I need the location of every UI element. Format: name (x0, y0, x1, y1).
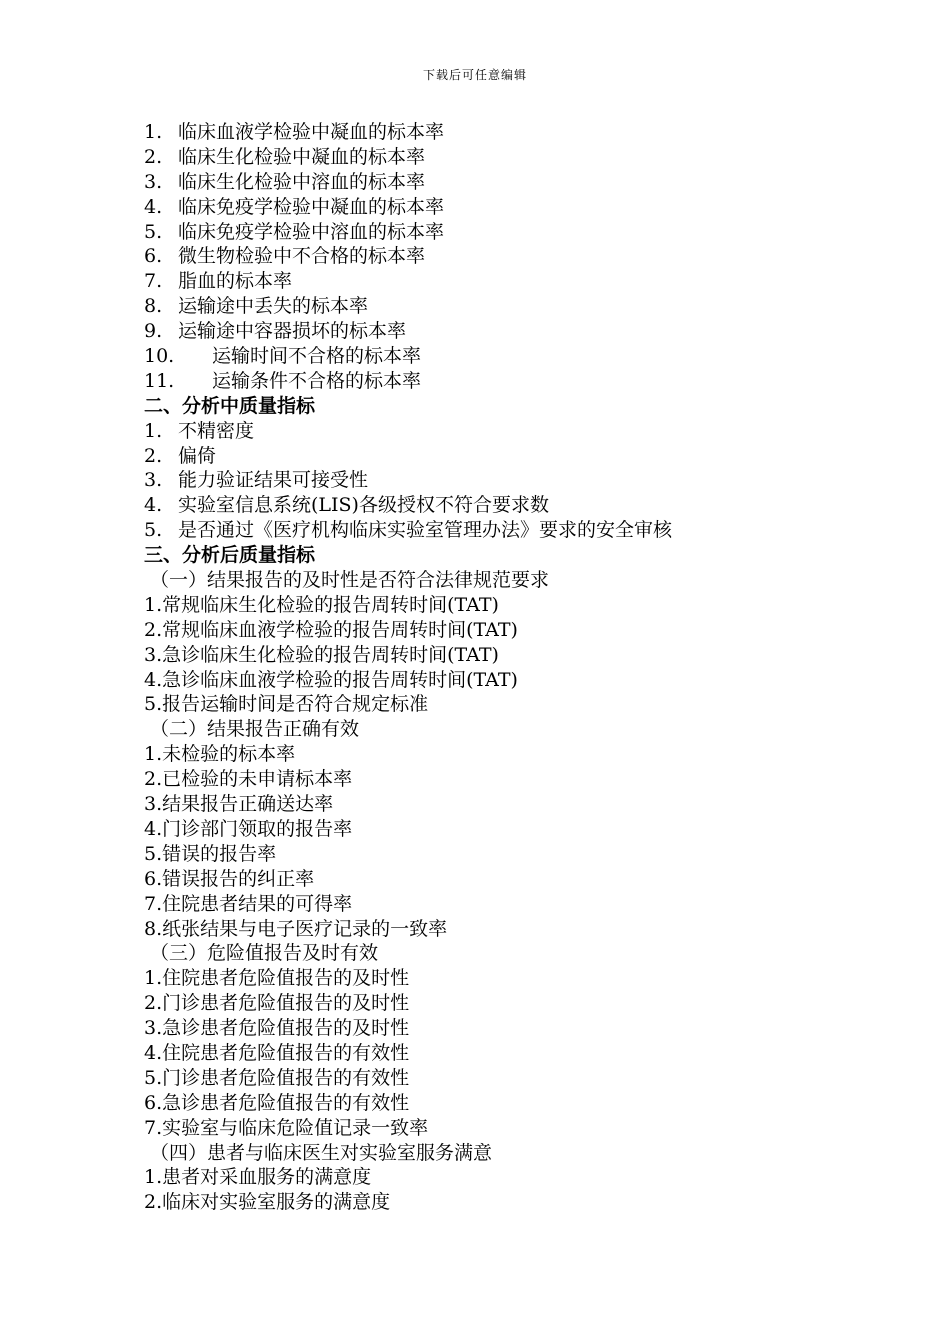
subsection-heading: （一）结果报告的及时性是否符合法律规范要求 (150, 569, 550, 592)
list-item: 4.住院患者危险值报告的有效性 (144, 1041, 410, 1064)
list-item: 7. 脂血的标本率 (144, 270, 293, 293)
list-item: 5. 临床免疫学检验中溶血的标本率 (144, 220, 445, 243)
list-item: 4. 实验室信息系统(LIS)各级授权不符合要求数 (144, 494, 549, 517)
list-item: 1. 临床血液学检验中凝血的标本率 (144, 121, 445, 143)
list-item: 3.结果报告正确送达率 (144, 793, 334, 816)
list-item: 5.门诊患者危险值报告的有效性 (144, 1066, 410, 1089)
list-item: 5. 是否通过《医疗机构临床实验室管理办法》要求的安全审核 (144, 519, 673, 542)
section-heading: 三、分析后质量指标 (144, 544, 316, 567)
list-item: 11. 运输条件不合格的标本率 (144, 369, 422, 392)
list-item: 3. 能力验证结果可接受性 (144, 469, 369, 492)
list-item: 4.急诊临床血液学检验的报告周转时间(TAT) (144, 668, 518, 691)
list-item: 1.常规临床生化检验的报告周转时间(TAT) (144, 593, 499, 616)
list-item: 1.未检验的标本率 (144, 743, 296, 766)
list-item: 2.门诊患者危险值报告的及时性 (144, 992, 410, 1015)
subsection-heading: （二）结果报告正确有效 (150, 718, 360, 741)
list-item: 3. 临床生化检验中溶血的标本率 (144, 170, 426, 193)
list-item: 9. 运输途中容器损坏的标本率 (144, 320, 407, 343)
list-item: 2. 偏倚 (144, 444, 217, 467)
list-item: 5.报告运输时间是否符合规定标准 (144, 693, 429, 716)
list-item: 1.住院患者危险值报告的及时性 (144, 967, 410, 990)
list-item: 8. 运输途中丢失的标本率 (144, 295, 369, 318)
list-item: 7.实验室与临床危险值记录一致率 (144, 1116, 429, 1139)
list-item: 6.急诊患者危险值报告的有效性 (144, 1091, 410, 1114)
section-heading: 二、分析中质量指标 (144, 394, 316, 417)
list-item: 2.临床对实验室服务的满意度 (144, 1191, 391, 1214)
list-item: 8.纸张结果与电子医疗记录的一致率 (144, 917, 448, 940)
list-item: 4.门诊部门领取的报告率 (144, 817, 353, 840)
list-item: 7.住院患者结果的可得率 (144, 892, 353, 915)
list-item: 6.错误报告的纠正率 (144, 867, 315, 890)
list-item: 10. 运输时间不合格的标本率 (144, 345, 422, 368)
list-item: 2. 临床生化检验中凝血的标本率 (144, 145, 426, 168)
list-item: 3.急诊临床生化检验的报告周转时间(TAT) (144, 643, 499, 666)
list-item: 3.急诊患者危险值报告的及时性 (144, 1017, 410, 1040)
list-item: 1. 不精密度 (144, 419, 255, 442)
list-item: 2.常规临床血液学检验的报告周转时间(TAT) (144, 618, 518, 641)
list-item: 5.错误的报告率 (144, 842, 277, 865)
list-item: 1.患者对采血服务的满意度 (144, 1166, 372, 1189)
page-header: 下载后可任意编辑 (422, 68, 527, 82)
list-item: 4. 临床免疫学检验中凝血的标本率 (144, 195, 445, 218)
list-item: 2.已检验的未申请标本率 (144, 768, 353, 791)
subsection-heading: （四）患者与临床医生对实验室服务满意 (150, 1141, 493, 1164)
list-item: 6. 微生物检验中不合格的标本率 (144, 245, 426, 268)
subsection-heading: （三）危险值报告及时有效 (150, 942, 379, 965)
document-body (144, 120, 804, 1215)
